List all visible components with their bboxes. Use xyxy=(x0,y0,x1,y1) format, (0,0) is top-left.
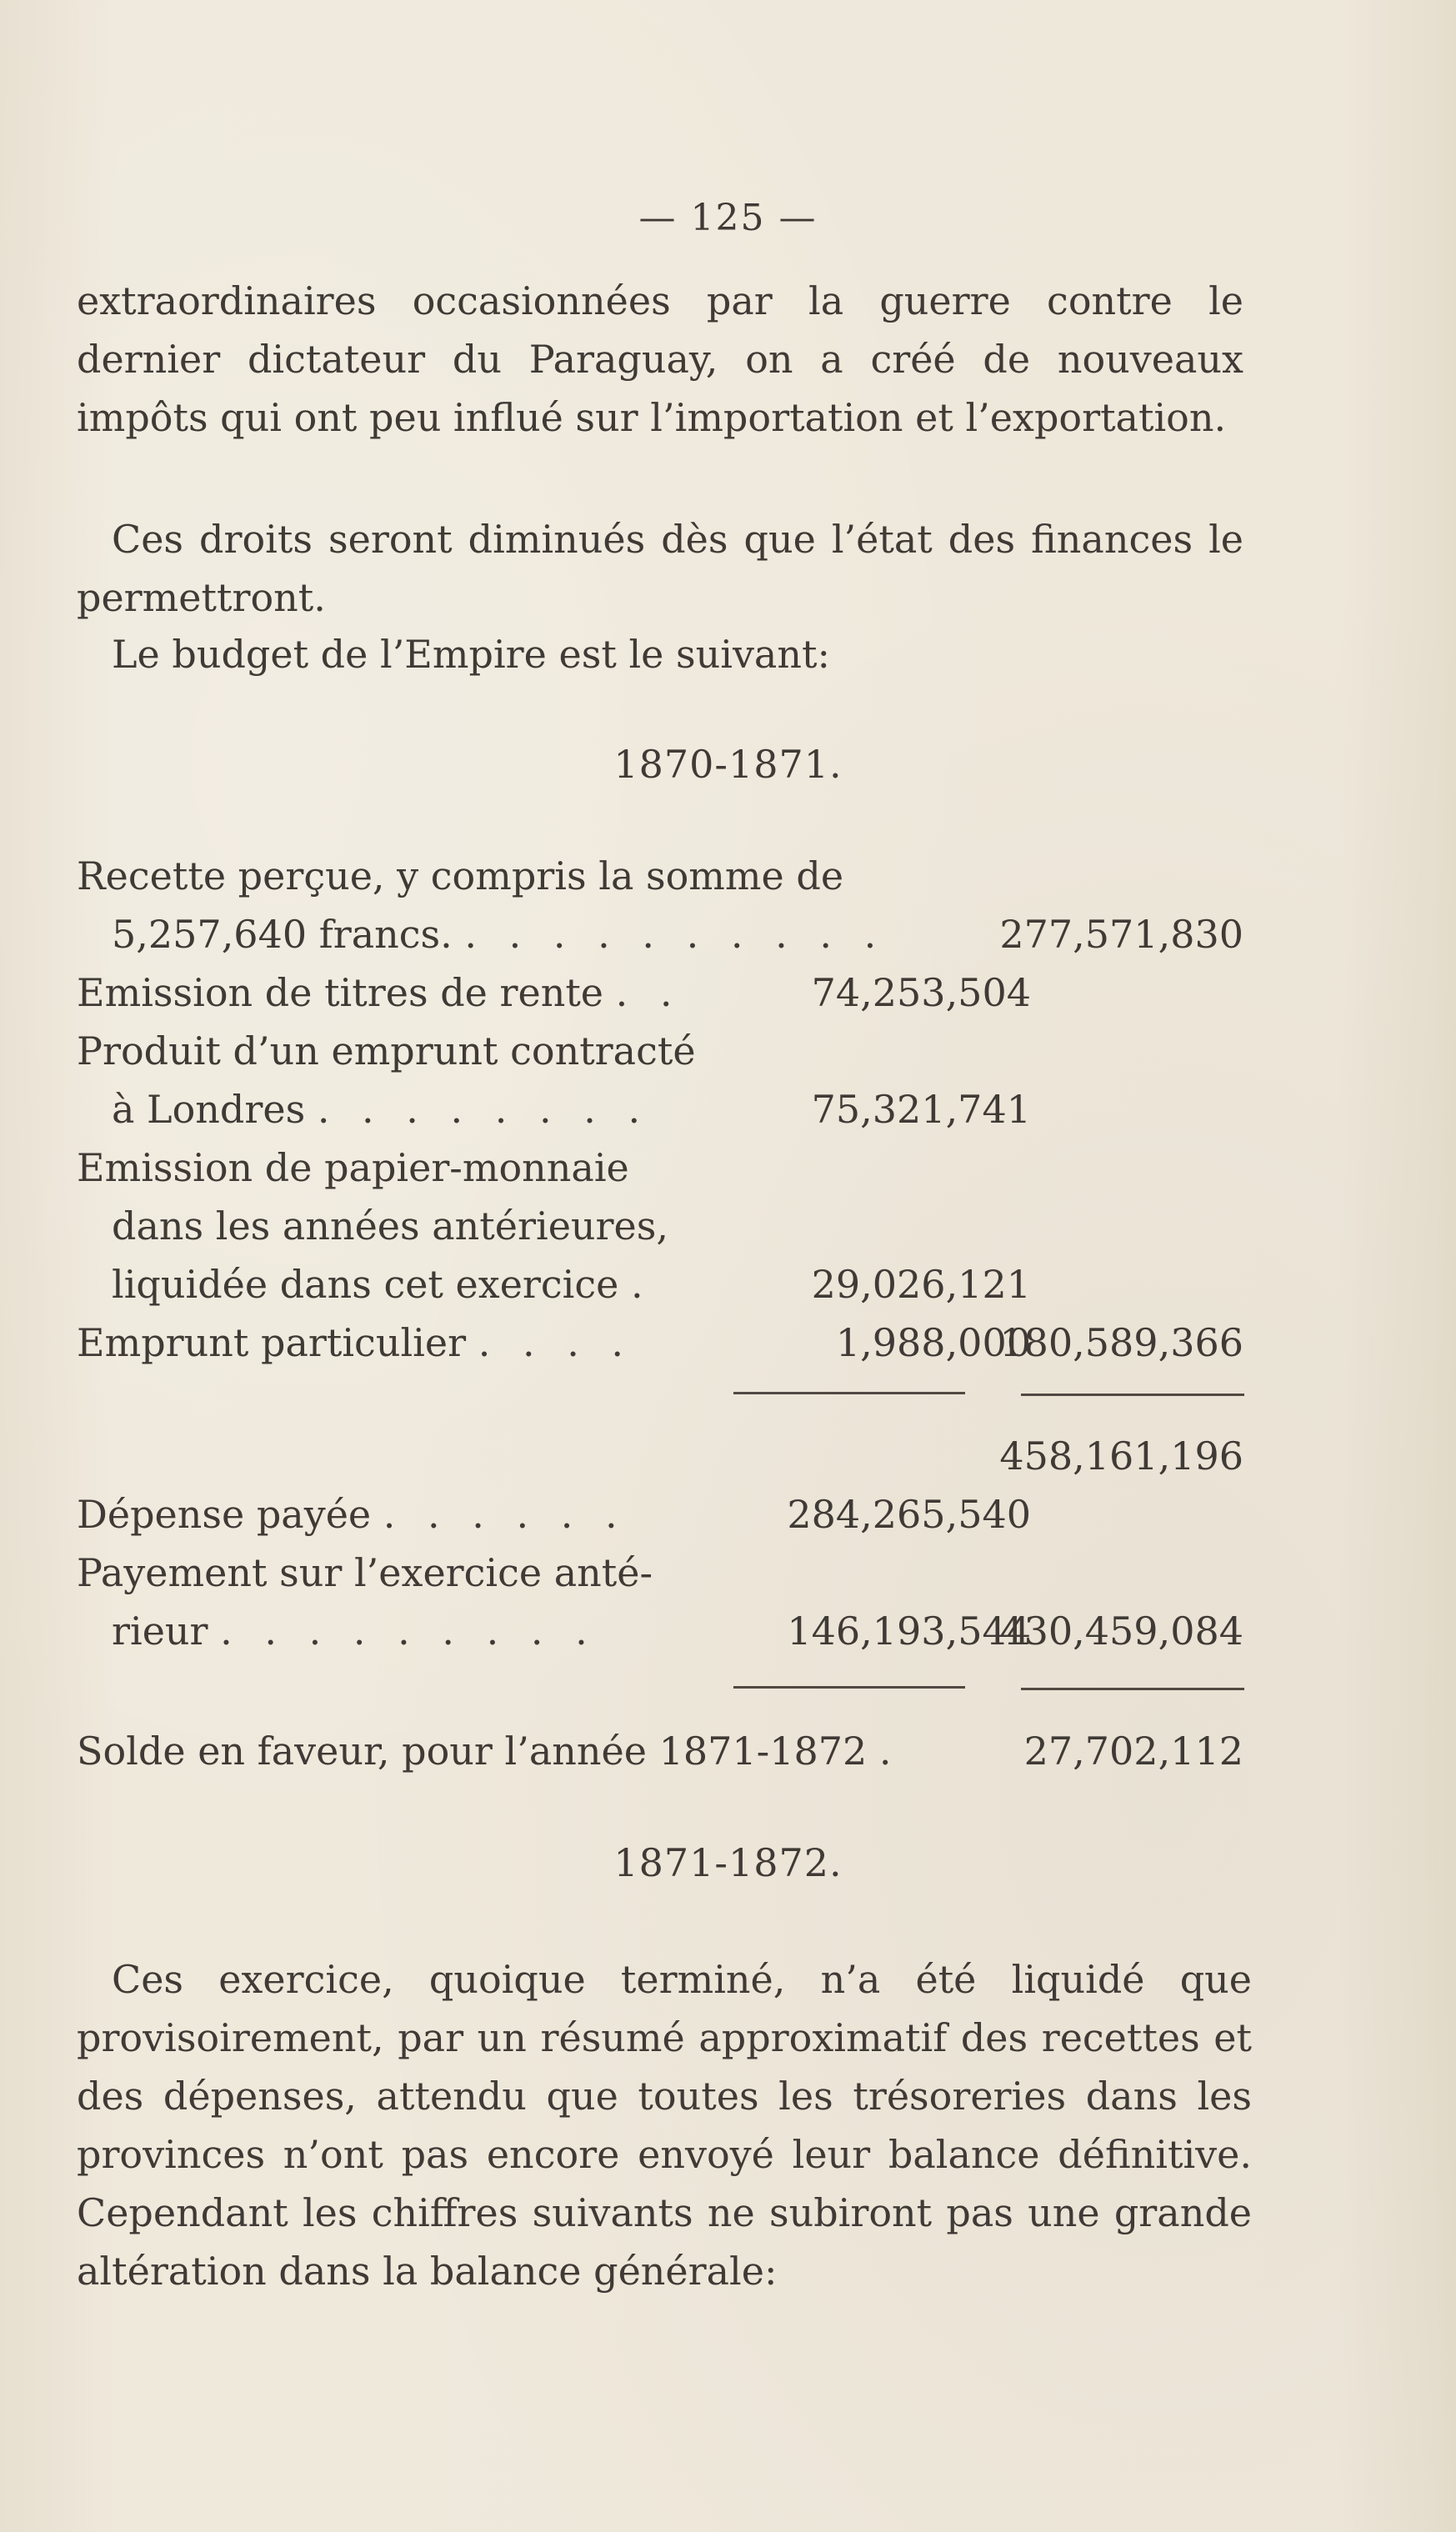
budget-total: 458,161,196 xyxy=(999,1434,1243,1479)
budget-row-papier-1 xyxy=(77,1138,1243,1197)
paragraph-duties xyxy=(77,510,1243,627)
budget-balance xyxy=(77,1722,1243,1780)
budget-row-emprunt-1 xyxy=(77,1022,1243,1080)
leader-dots: . . . . . . . . . xyxy=(220,1609,598,1654)
budget-value: 1,988,000 xyxy=(835,1320,1031,1365)
paragraph-text: Ces exercice, quoique terminé, n’a été liquidé que provisoirement, par un résumé approximatif des recettes et des dépenses, attendu que toutes les trésoreries dans les provinces n’ont pas encore envoyé leur balance définitive. Cependant les chiffres suivants ne subiront pas une grande altération dans la balance générale: xyxy=(77,1957,1252,2294)
paragraph-text: Ces droits seront diminués dès que l’état des finances le permettront. xyxy=(77,517,1243,620)
budget-label xyxy=(112,905,886,963)
budget-row-payement-1 xyxy=(77,1544,1243,1602)
sum-rule-left xyxy=(733,1686,965,1689)
budget-row-papier-3 xyxy=(77,1255,1243,1314)
budget-label xyxy=(112,1080,650,1138)
budget-label: Emission de papier-monnaie xyxy=(77,1145,629,1190)
heading-year-1870-1871: 1870-1871. xyxy=(613,742,843,787)
budget-table xyxy=(77,847,1243,1372)
budget-label-text: rieur xyxy=(112,1609,208,1654)
paragraph-budget-intro xyxy=(77,625,1243,683)
budget-label: dans les années antérieures, xyxy=(112,1203,668,1248)
leader-dots: . . . . . . xyxy=(383,1492,628,1537)
heading-year-1871-1872: 1871-1872. xyxy=(613,1840,843,1885)
sum-rule-right xyxy=(1021,1688,1244,1690)
sum-rule-right xyxy=(1021,1394,1244,1396)
budget-total: 27,702,112 xyxy=(1023,1729,1243,1774)
budget-row-sum xyxy=(77,1427,1243,1485)
budget-label-text: Emprunt particulier xyxy=(77,1320,467,1365)
budget-row-recette-1 xyxy=(77,847,1243,905)
budget-row-depense xyxy=(77,1485,1243,1544)
leader-dots: . xyxy=(878,1729,902,1774)
leader-dots: . xyxy=(631,1262,653,1307)
budget-value: 284,265,540 xyxy=(787,1492,1031,1537)
budget-table-expenses xyxy=(77,1427,1243,1660)
budget-label xyxy=(77,963,683,1022)
paragraph-text: extraordinaires occasionnées par la guerre contre le dernier dictateur du Paraguay, on a créé de nouveaux impôts qui ont peu influé sur l’importation et l’exportation. xyxy=(77,278,1243,440)
budget-label-text: Dépense payée xyxy=(77,1492,372,1537)
budget-row-emprunt-2 xyxy=(77,1080,1243,1138)
budget-row-recette-2 xyxy=(77,905,1243,963)
leader-dots: . . . . . . . . . . xyxy=(464,912,887,957)
budget-value: 75,321,741 xyxy=(811,1087,1031,1132)
budget-row-papier-2 xyxy=(77,1197,1243,1255)
budget-label-text: Emission de titres de rente xyxy=(77,970,604,1015)
budget-label xyxy=(112,1602,598,1660)
budget-value: 74,253,504 xyxy=(811,970,1031,1015)
budget-total: 277,571,830 xyxy=(999,912,1243,957)
budget-label: Produit d’un emprunt contracté xyxy=(77,1028,696,1073)
paragraph-provisional-exercise xyxy=(77,1950,1252,2300)
budget-label-text: Solde en faveur, pour l’année 1871-1872 xyxy=(77,1729,868,1774)
budget-total: 430,459,084 xyxy=(999,1609,1243,1654)
budget-row-particulier xyxy=(77,1314,1243,1372)
budget-label: Recette perçue, y compris la somme de xyxy=(77,853,844,898)
page-number: — 125 — xyxy=(638,197,818,239)
budget-total: 180,589,366 xyxy=(999,1320,1243,1365)
paragraph-text: Le budget de l’Empire est le suivant: xyxy=(112,632,830,677)
budget-label-text: à Londres xyxy=(112,1087,306,1132)
budget-label-text: liquidée dans cet exercice xyxy=(112,1262,619,1307)
leader-dots: . . . . . . . . xyxy=(317,1087,651,1132)
budget-label: Payement sur l’exercice anté- xyxy=(77,1550,653,1595)
budget-label xyxy=(112,1255,653,1314)
budget-row-solde xyxy=(77,1722,1243,1780)
sum-rule-left xyxy=(733,1392,965,1394)
budget-label xyxy=(77,1314,633,1372)
budget-row-emission xyxy=(77,963,1243,1022)
budget-value: 29,026,121 xyxy=(811,1262,1031,1307)
budget-label xyxy=(77,1722,902,1780)
budget-row-payement-2 xyxy=(77,1602,1243,1660)
budget-value: 146,193,544 xyxy=(787,1609,1031,1654)
budget-label xyxy=(77,1485,628,1544)
paragraph-war-taxes xyxy=(77,272,1243,447)
budget-label-text: 5,257,640 francs. xyxy=(112,912,453,957)
leader-dots: . . . . xyxy=(478,1320,634,1365)
leader-dots: . . xyxy=(615,970,683,1015)
